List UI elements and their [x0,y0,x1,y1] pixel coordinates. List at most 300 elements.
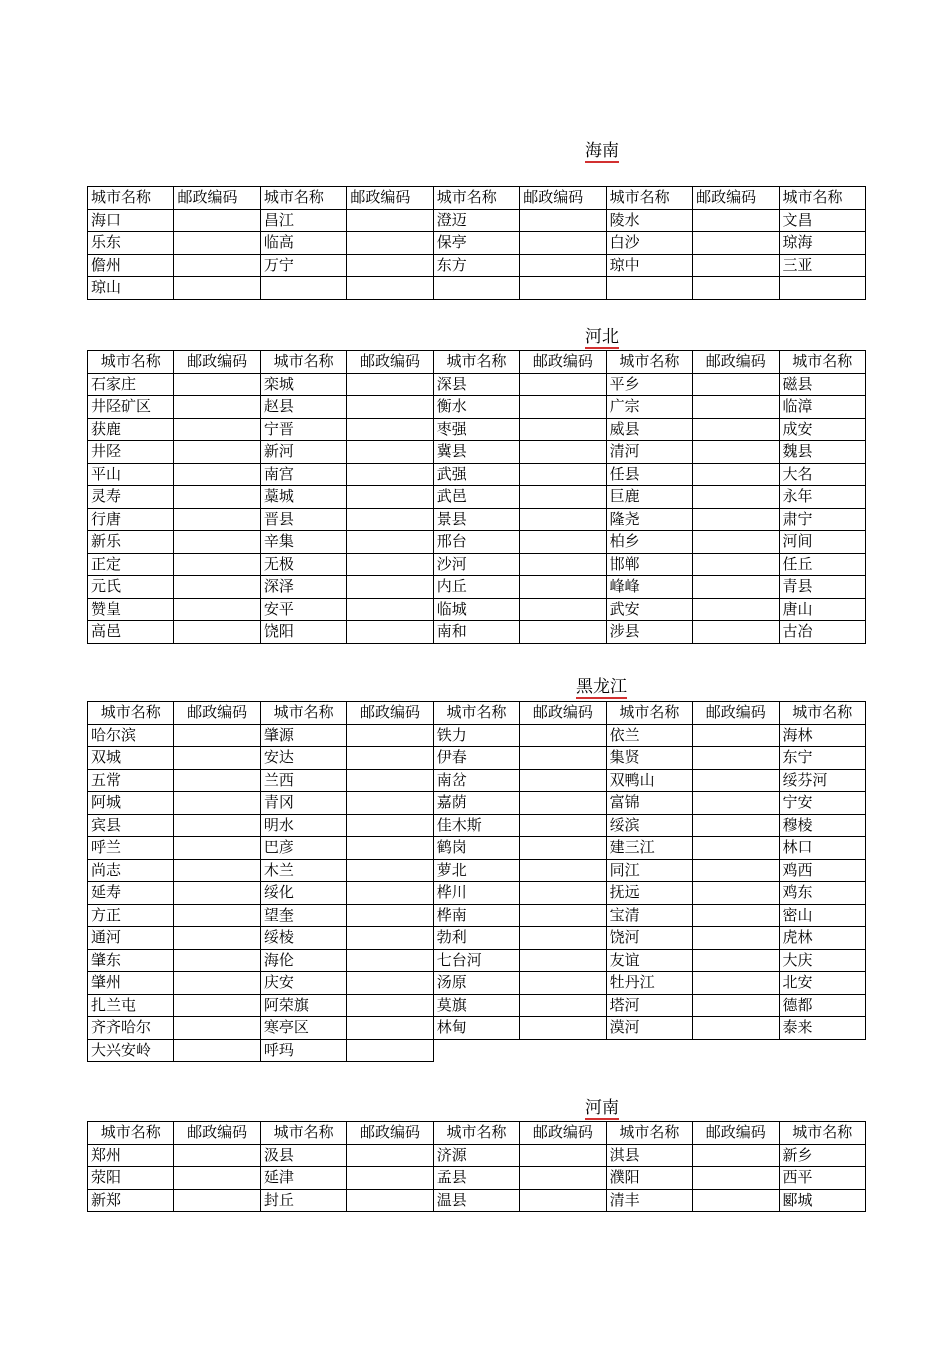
postal-code-cell [347,232,433,255]
city-name-cell: 哈尔滨 [88,724,174,747]
city-name-cell: 清丰 [606,1189,692,1212]
postal-code-cell [174,949,260,972]
city-name-cell: 阿荣旗 [260,994,346,1017]
header-city-name: 城市名称 [433,187,519,210]
city-name-cell: 德都 [779,994,865,1017]
header-row [88,702,866,725]
postal-code-cell [520,972,606,995]
postal-table [87,701,866,1062]
postal-code-cell [520,837,606,860]
city-name-cell: 肃宁 [779,508,865,531]
postal-code-cell [693,814,779,837]
city-name-cell: 方正 [88,904,174,927]
postal-code-cell [520,232,606,255]
table-row [88,209,866,232]
postal-code-cell [174,814,260,837]
table-row [88,1167,866,1190]
table-row [88,576,866,599]
postal-code-cell [174,396,260,419]
postal-code-cell [174,769,260,792]
city-name-cell: 东宁 [779,747,865,770]
section-title [585,140,619,163]
postal-code-cell [693,232,779,255]
postal-code-cell [693,553,779,576]
table-row [88,621,866,644]
city-name-cell: 齐齐哈尔 [88,1017,174,1040]
city-name-cell: 内丘 [433,576,519,599]
city-name-cell: 林甸 [433,1017,519,1040]
city-name-cell: 望奎 [260,904,346,927]
city-name-cell: 木兰 [260,859,346,882]
table-row [88,277,866,300]
postal-code-cell [693,904,779,927]
section-title-text: 河南 [585,1098,619,1118]
table-row [88,553,866,576]
city-name-cell: 成安 [779,418,865,441]
city-name-cell: 绥棱 [260,927,346,950]
postal-code-cell [174,724,260,747]
postal-code-cell [520,1189,606,1212]
city-name-cell: 明水 [260,814,346,837]
header-postal-code: 邮政编码 [174,702,260,725]
header-city-name: 城市名称 [88,351,174,374]
header-postal-code: 邮政编码 [693,351,779,374]
table-row [88,859,866,882]
postal-table [87,350,866,644]
postal-code-cell [347,373,433,396]
postal-code-cell [520,792,606,815]
city-name-cell: 沙河 [433,553,519,576]
city-name-cell: 隆尧 [606,508,692,531]
postal-code-cell [693,486,779,509]
postal-code-cell [174,576,260,599]
city-name-cell: 林口 [779,837,865,860]
postal-code-cell [347,209,433,232]
city-name-cell: 桦川 [433,882,519,905]
city-name-cell: 抚远 [606,882,692,905]
header-city-name: 城市名称 [779,702,865,725]
city-name-cell: 巨鹿 [606,486,692,509]
city-name-cell: 广宗 [606,396,692,419]
postal-code-cell [693,463,779,486]
postal-code-cell [174,792,260,815]
postal-code-cell [693,972,779,995]
city-name-cell: 扎兰屯 [88,994,174,1017]
header-city-name: 城市名称 [779,351,865,374]
city-name-cell: 高邑 [88,621,174,644]
header-row [88,187,866,210]
postal-code-cell [693,418,779,441]
city-name-cell: 南岔 [433,769,519,792]
city-name-cell: 文昌 [779,209,865,232]
header-city-name: 城市名称 [88,1122,174,1145]
postal-code-cell [174,972,260,995]
postal-code-cell [693,209,779,232]
postal-code-cell [174,553,260,576]
city-name-cell: 深泽 [260,576,346,599]
postal-code-cell [347,576,433,599]
city-name-cell: 勃利 [433,927,519,950]
header-city-name: 城市名称 [606,1122,692,1145]
empty-merged-cell [433,1039,865,1062]
postal-code-cell [693,792,779,815]
table-row [88,972,866,995]
header-postal-code: 邮政编码 [520,1122,606,1145]
city-name-cell: 昌江 [260,209,346,232]
header-postal-code: 邮政编码 [520,702,606,725]
postal-code-cell [693,508,779,531]
postal-code-cell [693,994,779,1017]
city-name-cell: 漠河 [606,1017,692,1040]
postal-code-cell [174,373,260,396]
city-name-cell: 巴彦 [260,837,346,860]
city-name-cell: 新乡 [779,1144,865,1167]
postal-code-cell [693,882,779,905]
city-name-cell: 五常 [88,769,174,792]
postal-code-cell [693,747,779,770]
table-row [88,1189,866,1212]
postal-code-cell [693,1189,779,1212]
section-title-text: 河北 [585,327,619,347]
city-name-cell: 琼山 [88,277,174,300]
postal-code-cell [347,277,433,300]
city-name-cell: 武邑 [433,486,519,509]
city-name-cell: 景县 [433,508,519,531]
postal-code-cell [347,747,433,770]
postal-code-cell [347,927,433,950]
city-name-cell: 赞皇 [88,598,174,621]
header-row [88,351,866,374]
postal-code-cell [347,972,433,995]
postal-code-cell [347,814,433,837]
city-name-cell: 正定 [88,553,174,576]
postal-code-cell [693,1144,779,1167]
postal-code-cell [347,621,433,644]
postal-code-cell [693,1167,779,1190]
table-row [88,463,866,486]
postal-code-cell [693,949,779,972]
city-name-cell: 宁安 [779,792,865,815]
header-city-name: 城市名称 [606,187,692,210]
postal-code-cell [347,508,433,531]
postal-code-cell [693,1017,779,1040]
city-name-cell: 永年 [779,486,865,509]
postal-code-cell [693,396,779,419]
header-city-name: 城市名称 [606,351,692,374]
city-name-cell: 饶河 [606,927,692,950]
city-name-cell: 乐东 [88,232,174,255]
city-name-cell: 桦南 [433,904,519,927]
city-name-cell: 栾城 [260,373,346,396]
city-name-cell [606,277,692,300]
header-city-name: 城市名称 [433,702,519,725]
city-name-cell: 元氏 [88,576,174,599]
header-postal-code: 邮政编码 [174,187,260,210]
postal-code-cell [347,792,433,815]
city-name-cell: 鹤岗 [433,837,519,860]
postal-code-cell [520,769,606,792]
header-postal-code: 邮政编码 [693,702,779,725]
city-name-cell: 平山 [88,463,174,486]
city-name-cell: 绥化 [260,882,346,905]
city-name-cell: 宝清 [606,904,692,927]
city-name-cell: 同江 [606,859,692,882]
header-city-name: 城市名称 [88,702,174,725]
postal-code-cell [520,598,606,621]
city-name-cell: 冀县 [433,441,519,464]
city-name-cell: 大名 [779,463,865,486]
header-postal-code: 邮政编码 [347,187,433,210]
city-name-cell: 肇州 [88,972,174,995]
city-name-cell: 富锦 [606,792,692,815]
postal-code-cell [520,814,606,837]
postal-code-cell [174,418,260,441]
header-postal-code: 邮政编码 [520,187,606,210]
city-name-cell: 石家庄 [88,373,174,396]
city-name-cell: 宁晋 [260,418,346,441]
postal-code-cell [174,837,260,860]
city-name-cell: 兰西 [260,769,346,792]
postal-code-cell [520,508,606,531]
city-name-cell: 临漳 [779,396,865,419]
postal-code-cell [174,1167,260,1190]
postal-code-cell [347,769,433,792]
section-title-text: 黑龙江 [576,677,627,697]
city-name-cell: 安达 [260,747,346,770]
city-name-cell: 白沙 [606,232,692,255]
postal-code-cell [520,441,606,464]
postal-code-cell [520,1167,606,1190]
header-postal-code: 邮政编码 [520,351,606,374]
city-name-cell: 藁城 [260,486,346,509]
postal-code-cell [520,209,606,232]
postal-code-cell [693,441,779,464]
city-name-cell: 行唐 [88,508,174,531]
postal-code-cell [174,486,260,509]
city-name-cell: 荥阳 [88,1167,174,1190]
city-name-cell: 磁县 [779,373,865,396]
city-name-cell: 青县 [779,576,865,599]
city-name-cell: 淇县 [606,1144,692,1167]
postal-code-cell [174,859,260,882]
city-name-cell: 灵寿 [88,486,174,509]
city-name-cell: 呼兰 [88,837,174,860]
postal-code-cell [347,837,433,860]
postal-code-cell [520,859,606,882]
city-name-cell [433,277,519,300]
city-name-cell: 尚志 [88,859,174,882]
city-name-cell [260,277,346,300]
header-city-name: 城市名称 [260,187,346,210]
table-row [88,1144,866,1167]
table-row [88,232,866,255]
postal-code-cell [693,576,779,599]
postal-code-cell [693,927,779,950]
postal-code-cell [174,1144,260,1167]
postal-code-cell [520,927,606,950]
city-name-cell: 深县 [433,373,519,396]
city-name-cell: 安平 [260,598,346,621]
city-name-cell: 衡水 [433,396,519,419]
section-title [576,676,627,699]
header-postal-code: 邮政编码 [174,1122,260,1145]
table-row [88,747,866,770]
city-name-cell: 呼玛 [260,1039,346,1062]
city-name-cell: 伊春 [433,747,519,770]
table-row [88,396,866,419]
postal-code-cell [520,1144,606,1167]
city-name-cell: 魏县 [779,441,865,464]
city-name-cell: 穆棱 [779,814,865,837]
header-city-name: 城市名称 [779,187,865,210]
postal-code-cell [347,994,433,1017]
city-name-cell: 青冈 [260,792,346,815]
header-postal-code: 邮政编码 [693,187,779,210]
postal-code-cell [520,418,606,441]
postal-code-cell [347,254,433,277]
city-name-cell: 萝北 [433,859,519,882]
city-name-cell: 枣强 [433,418,519,441]
city-name-cell: 井陉矿区 [88,396,174,419]
city-name-cell: 汤原 [433,972,519,995]
postal-code-cell [693,837,779,860]
postal-code-cell [520,1017,606,1040]
postal-code-cell [347,859,433,882]
city-name-cell: 郑州 [88,1144,174,1167]
city-name-cell: 牡丹江 [606,972,692,995]
section-title [585,326,619,349]
postal-code-cell [520,747,606,770]
city-name-cell: 郾城 [779,1189,865,1212]
postal-code-cell [347,531,433,554]
header-postal-code: 邮政编码 [347,702,433,725]
city-name-cell: 峰峰 [606,576,692,599]
city-name-cell: 海林 [779,724,865,747]
city-name-cell: 井陉 [88,441,174,464]
city-name-cell: 虎林 [779,927,865,950]
city-name-cell: 保亭 [433,232,519,255]
header-city-name: 城市名称 [433,1122,519,1145]
postal-code-cell [520,621,606,644]
postal-code-cell [347,724,433,747]
postal-code-cell [174,1039,260,1062]
postal-code-cell [174,747,260,770]
city-name-cell: 饶阳 [260,621,346,644]
table-row [88,882,866,905]
postal-code-cell [520,949,606,972]
city-name-cell: 通河 [88,927,174,950]
postal-code-cell [347,1039,433,1062]
table-row [88,441,866,464]
postal-code-cell [347,1167,433,1190]
city-name-cell: 临城 [433,598,519,621]
table-row [88,769,866,792]
city-name-cell: 晋县 [260,508,346,531]
city-name-cell: 南宫 [260,463,346,486]
city-name-cell: 任丘 [779,553,865,576]
postal-code-cell [693,373,779,396]
city-name-cell: 七台河 [433,949,519,972]
city-name-cell: 大兴安岭 [88,1039,174,1062]
city-name-cell: 邢台 [433,531,519,554]
table-row [88,254,866,277]
city-name-cell: 绥滨 [606,814,692,837]
postal-code-cell [520,277,606,300]
table-row [88,994,866,1017]
table-row [88,1017,866,1040]
postal-code-cell [520,724,606,747]
postal-code-cell [520,882,606,905]
city-name-cell [779,277,865,300]
header-city-name: 城市名称 [606,702,692,725]
table-row [88,598,866,621]
postal-code-cell [693,621,779,644]
postal-code-cell [174,927,260,950]
city-name-cell: 获鹿 [88,418,174,441]
postal-code-cell [347,882,433,905]
postal-code-cell [693,277,779,300]
city-name-cell: 佳木斯 [433,814,519,837]
postal-code-cell [520,254,606,277]
header-postal-code: 邮政编码 [693,1122,779,1145]
table-row [88,949,866,972]
city-name-cell: 莫旗 [433,994,519,1017]
table-row [88,837,866,860]
section-title-text: 海南 [585,141,619,161]
city-name-cell: 济源 [433,1144,519,1167]
city-name-cell: 集贤 [606,747,692,770]
header-city-name: 城市名称 [433,351,519,374]
city-name-cell: 宾县 [88,814,174,837]
header-postal-code: 邮政编码 [347,1122,433,1145]
city-name-cell: 万宁 [260,254,346,277]
postal-code-cell [347,418,433,441]
city-name-cell: 新郑 [88,1189,174,1212]
postal-code-cell [347,1017,433,1040]
city-name-cell: 新河 [260,441,346,464]
city-name-cell: 依兰 [606,724,692,747]
postal-code-cell [520,396,606,419]
header-city-name: 城市名称 [260,351,346,374]
city-name-cell: 南和 [433,621,519,644]
postal-code-cell [347,598,433,621]
city-name-cell: 柏乡 [606,531,692,554]
city-name-cell: 肇东 [88,949,174,972]
city-name-cell: 濮阳 [606,1167,692,1190]
header-row [88,1122,866,1145]
city-name-cell: 温县 [433,1189,519,1212]
table-row [88,927,866,950]
city-name-cell: 泰来 [779,1017,865,1040]
postal-code-cell [174,277,260,300]
city-name-cell: 海伦 [260,949,346,972]
postal-code-cell [347,396,433,419]
city-name-cell: 绥芬河 [779,769,865,792]
postal-code-cell [693,531,779,554]
city-name-cell: 建三江 [606,837,692,860]
city-name-cell: 威县 [606,418,692,441]
table-row [88,373,866,396]
postal-code-cell [693,724,779,747]
postal-code-cell [174,209,260,232]
city-name-cell: 武安 [606,598,692,621]
city-name-cell: 阿城 [88,792,174,815]
postal-code-cell [520,576,606,599]
postal-code-cell [347,904,433,927]
postal-code-cell [174,441,260,464]
city-name-cell: 赵县 [260,396,346,419]
city-name-cell: 海口 [88,209,174,232]
